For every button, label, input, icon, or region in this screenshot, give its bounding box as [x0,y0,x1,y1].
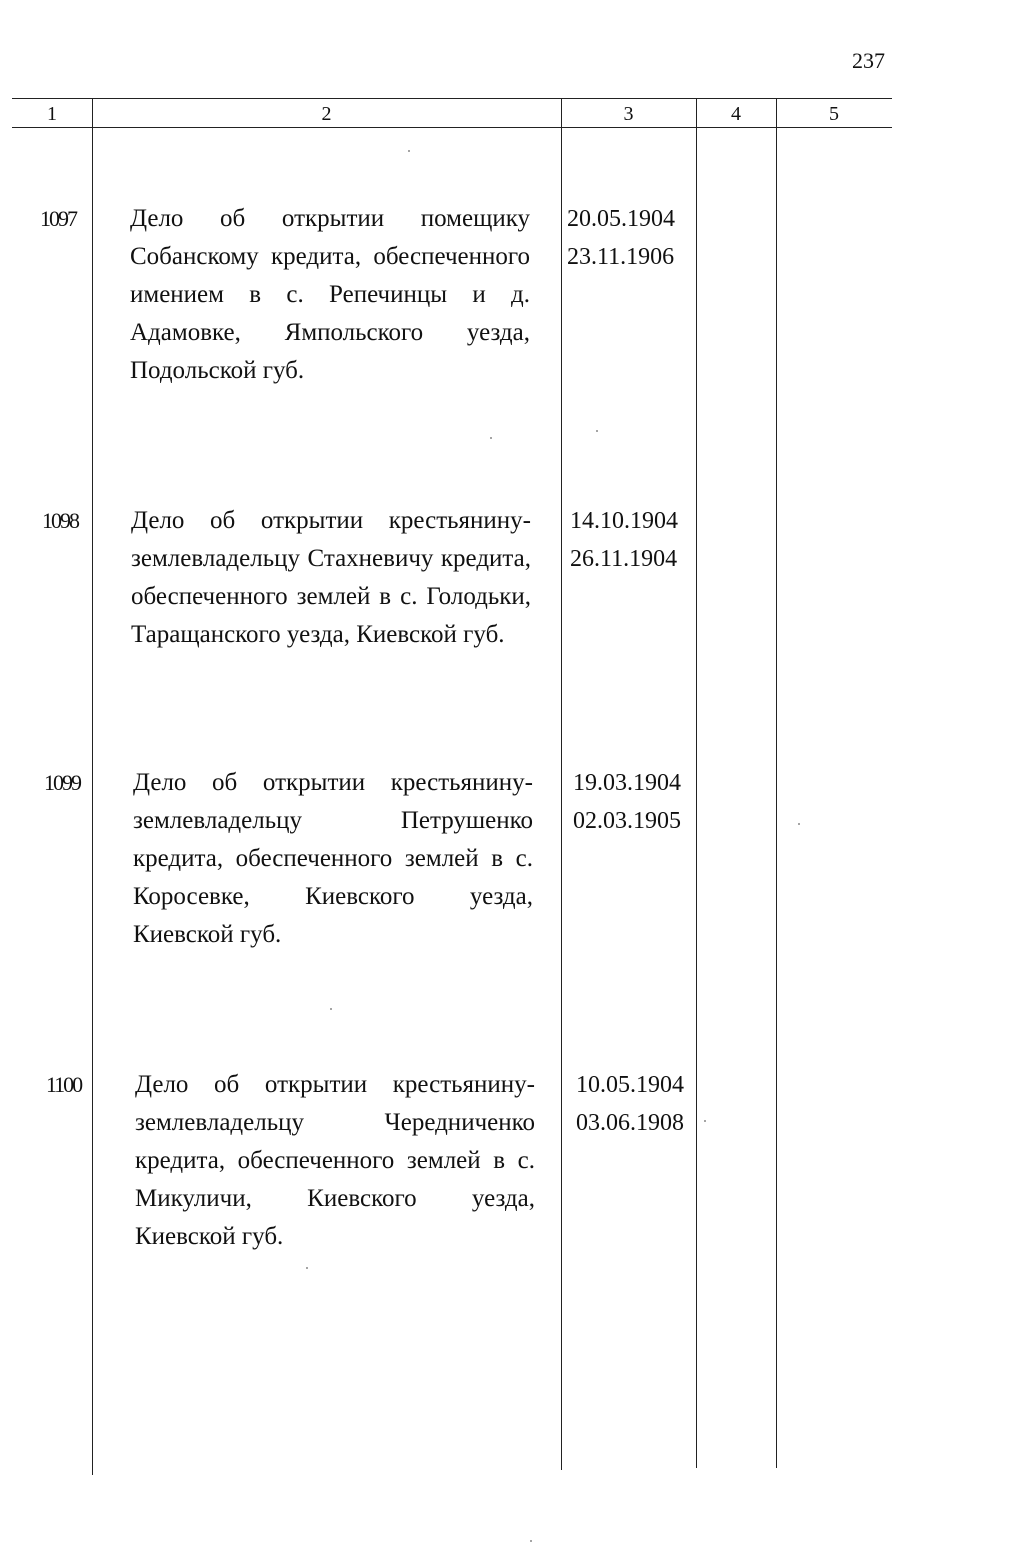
column-divider-2 [561,98,562,1470]
column-header-1: 1 [47,103,57,125]
date-end: 02.03.1905 [573,808,681,834]
date-start: 19.03.1904 [573,770,681,796]
scan-speck [330,1008,332,1010]
column-divider-3 [696,98,697,1468]
scan-speck [306,1267,308,1269]
record-dates [570,502,678,578]
scan-speck [490,437,492,439]
scan-speck [704,1120,706,1122]
record-dates [573,764,681,840]
record-description: Дело об открытии крестьянину-землевладельцу Петрушенко кредита, обеспеченного землей в с. Коросевке, Киевского уезда, Киевской губ. [133,769,533,948]
table-header-rule [12,127,892,128]
date-start: 10.05.1904 [576,1072,684,1098]
scan-speck [408,150,410,152]
record-number: 1100 [46,1072,82,1097]
scan-speck [530,1540,532,1542]
date-start: 14.10.1904 [570,508,678,534]
record-description: Дело об открытии крестьянину-землевладельцу Чередниченко кредита, обеспеченного землей в с. Микуличи, Киевского уезда, Киевской губ. [135,1071,535,1250]
record-dates [567,200,675,276]
scan-speck [596,430,598,432]
column-header-3: 3 [623,103,634,125]
record-description: Дело об открытии помещику Собанскому кредита, обеспеченного имением в с. Репечинцы и д. Адамовке, Ямпольского уезда, Подольской губ. [130,205,530,384]
record-number: 1099 [44,770,80,795]
record-dates [576,1066,684,1142]
date-end: 23.11.1906 [567,244,675,270]
column-divider-1 [92,98,93,1475]
table-top-rule [12,98,892,99]
record-number: 1097 [40,206,76,231]
record-description: Дело об открытии крестьянину-землевладельцу Стахневичу кредита, обеспеченного землей в с. Голодьки, Таращанского уезда, Киевской губ. [131,507,531,648]
date-end: 26.11.1904 [570,546,678,572]
record-number: 1098 [42,508,78,533]
column-header-2: 2 [321,103,332,125]
date-start: 20.05.1904 [567,206,675,232]
page-number: 237 [852,48,885,73]
column-header-4: 4 [731,103,741,125]
scan-speck [798,823,800,825]
column-header-5: 5 [829,103,839,125]
column-divider-4 [776,98,777,1468]
date-end: 03.06.1908 [576,1110,684,1136]
